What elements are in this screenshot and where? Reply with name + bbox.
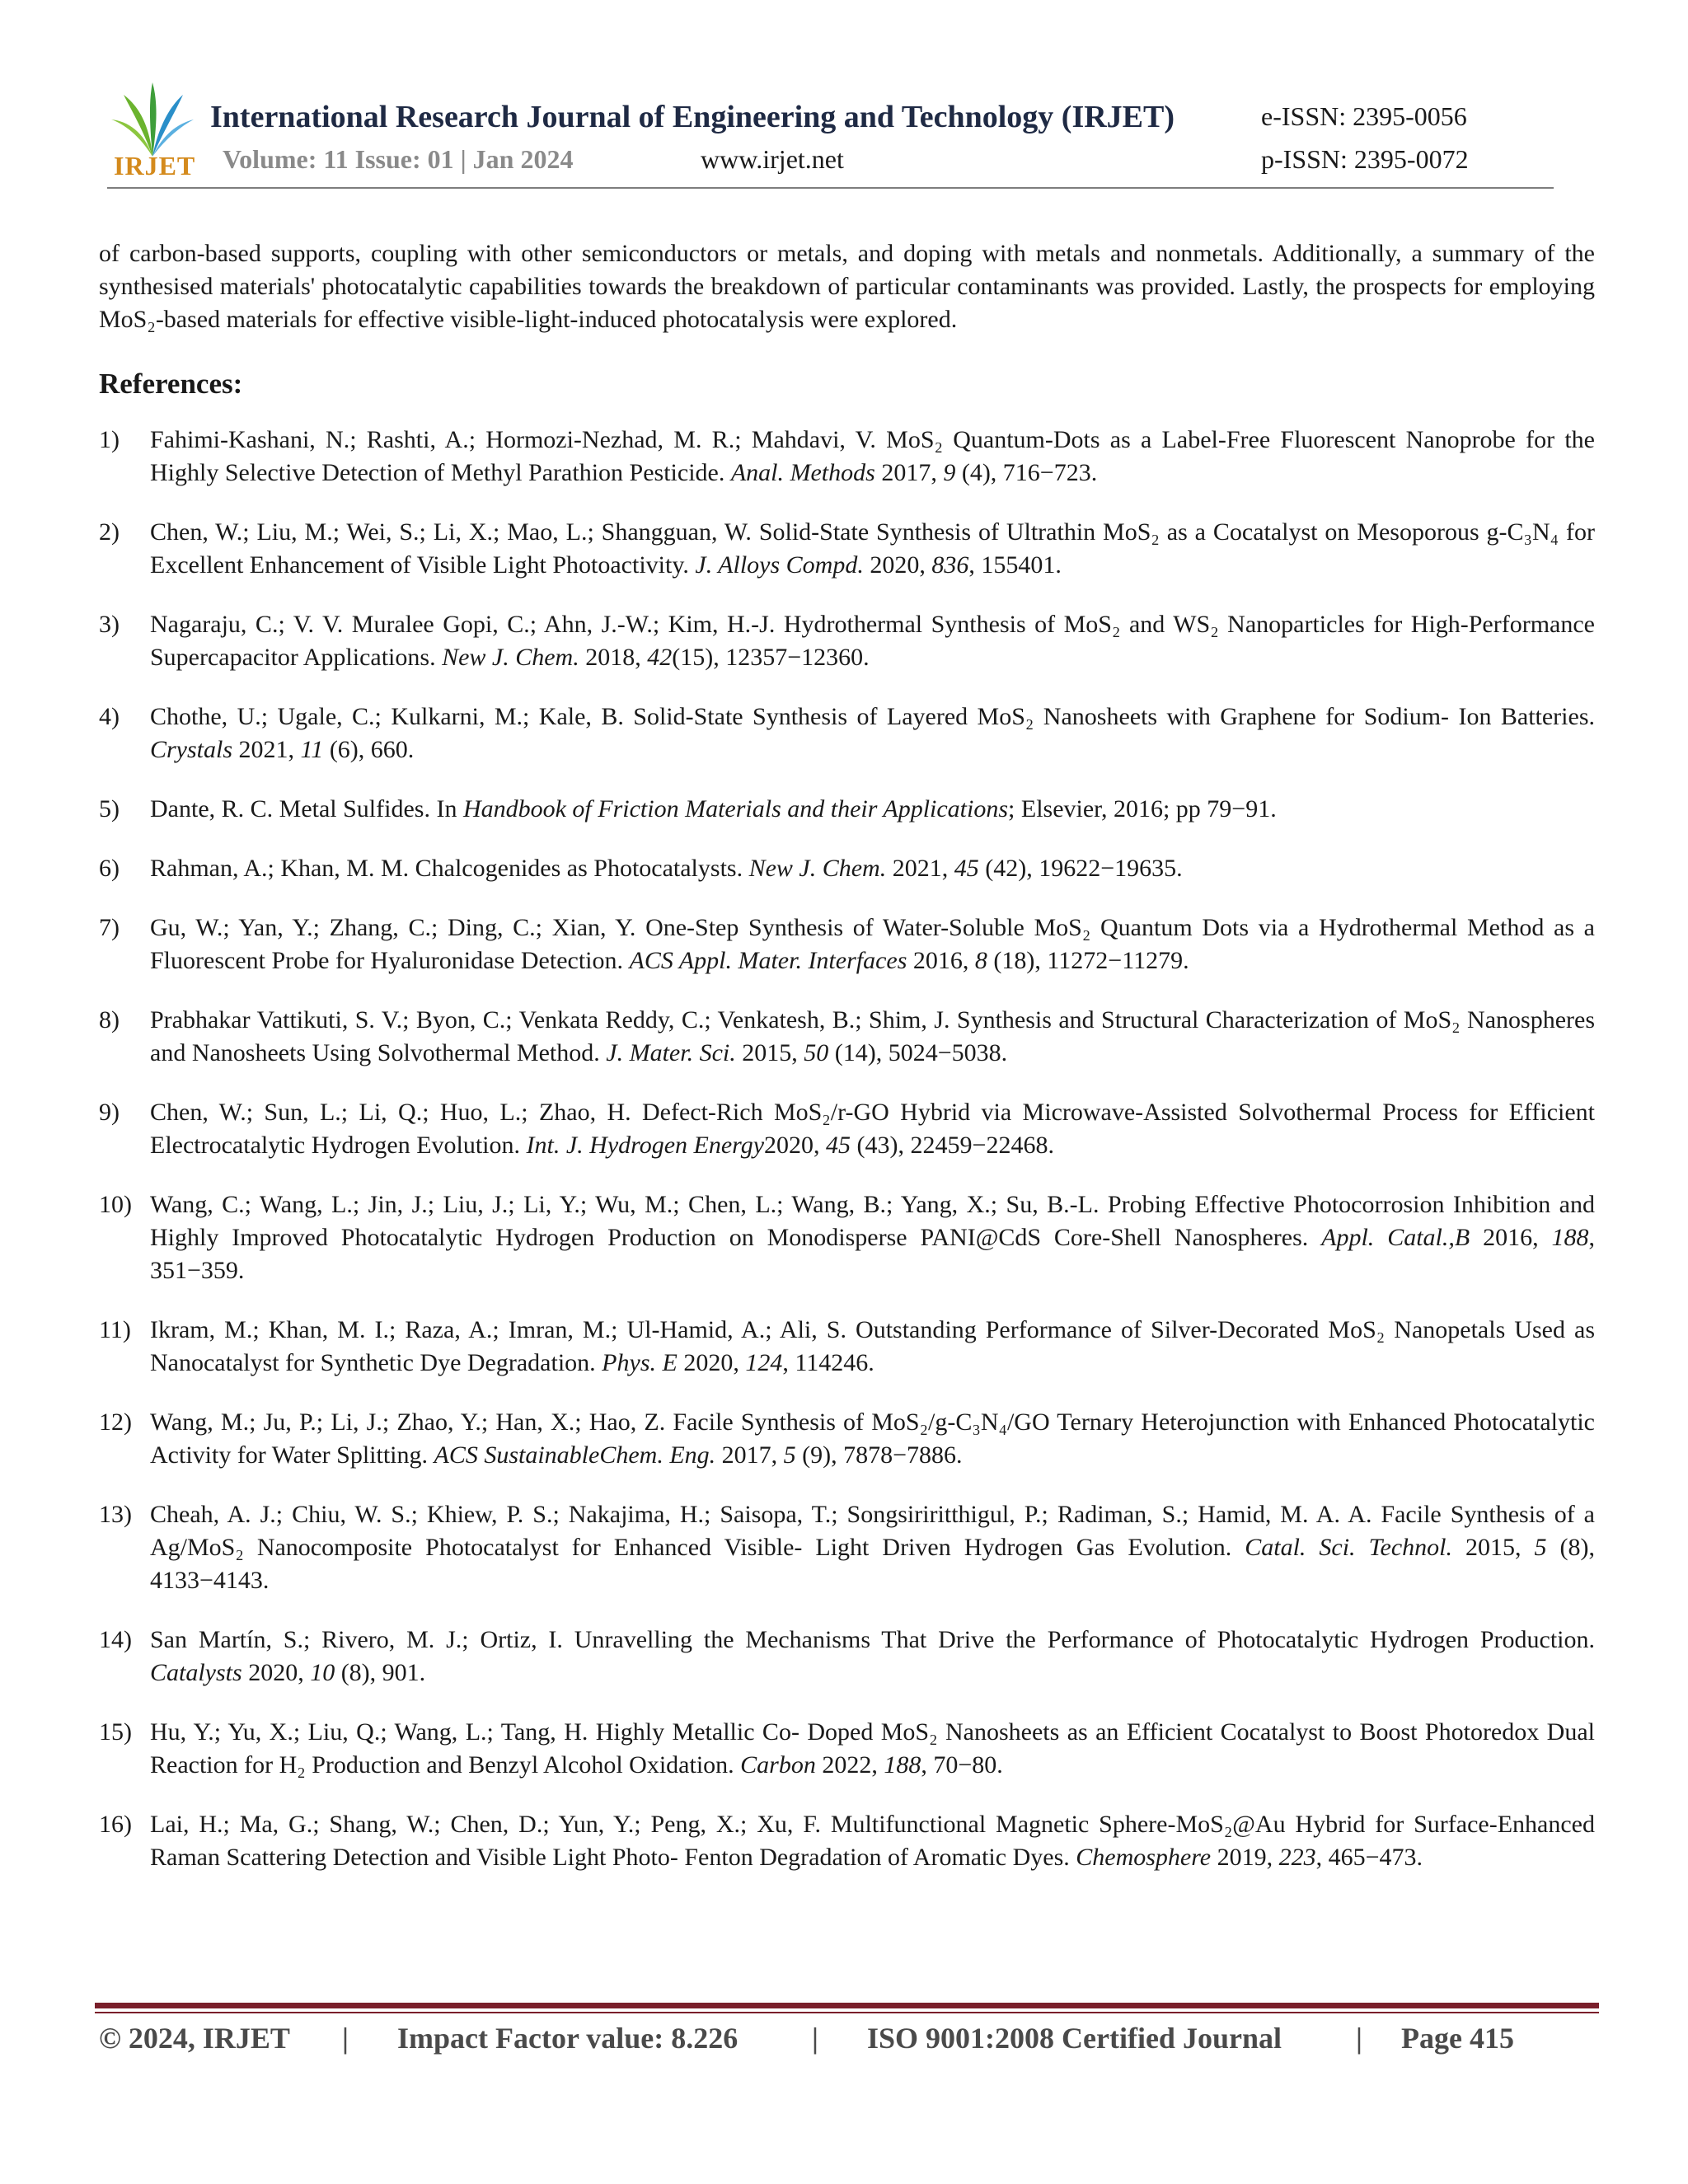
footer-separator: |	[342, 2022, 349, 2055]
abstract-continuation: of carbon-based supports, coupling with other semiconductors or metals, and doping with metals and nonmetals. Additionally, a summary of the synthesised materials' photocatalytic capabilities towards the breakdown of particular contaminants was provided. Lastly, the prospects for employing MoS₂-based materials for effective visible-light-induced photocatalysis were explored.	[99, 240, 1595, 333]
reference-journal: Int. J. Hydrogen Energy	[526, 1132, 765, 1159]
reference-volume: 5	[783, 1441, 796, 1469]
reference-number: 3)	[99, 611, 120, 638]
reference-authors-title: Chen, W.; Sun, L.; Li, Q.; Huo, L.; Zhao, H. Defect-Rich MoS₂/r-GO Hybrid via Microwave-Assisted Solvothermal Process for Efficient Electrocatalytic Hydrogen Evolution.	[150, 1099, 1595, 1159]
reference-volume: 223	[1278, 1844, 1316, 1871]
reference-pages: (43), 22459−22468.	[851, 1132, 1054, 1159]
reference-pages: (9), 7878−7886.	[795, 1441, 963, 1469]
reference-volume: 10	[310, 1659, 335, 1686]
footer-page-number: Page 415	[1401, 2022, 1514, 2055]
reference-journal: Catalysts	[150, 1659, 242, 1686]
reference-text	[150, 1004, 1595, 1070]
reference-journal: ACS Appl. Mater. Interfaces	[629, 947, 907, 974]
reference-number: 2)	[99, 518, 120, 546]
reference-journal: New J. Chem.	[748, 855, 887, 882]
footer-divider-thin	[95, 2012, 1599, 2013]
reference-volume: 8	[974, 947, 987, 974]
reference-journal: Chemosphere	[1076, 1844, 1212, 1871]
reference-number: 13)	[99, 1501, 132, 1528]
reference-year: 2017,	[715, 1441, 784, 1469]
reference-volume: 188	[1551, 1224, 1589, 1251]
reference-journal: J. Mater. Sci.	[606, 1039, 736, 1066]
irjet-logo	[107, 78, 198, 181]
reference-year: 2020,	[241, 1659, 311, 1686]
reference-journal: Phys. E	[602, 1349, 678, 1376]
reference-number: 7)	[99, 914, 120, 941]
reference-authors-title: Wang, M.; Ju, P.; Li, J.; Zhao, Y.; Han, X.; Hao, Z. Facile Synthesis of MoS₂/g-C₃N₄/GO Ternary Heterojunction with Enhanced Photocatalytic Activity for Water Splitting.	[150, 1408, 1595, 1469]
reference-number: 15)	[99, 1718, 132, 1746]
reference-authors-title: Prabhakar Vattikuti, S. V.; Byon, C.; Venkata Reddy, C.; Venkatesh, B.; Shim, J. Synthesis and Structural Characterization of MoS₂ Nanospheres and Nanosheets Using Solvothermal Method.	[150, 1006, 1595, 1066]
reference-number: 8)	[99, 1006, 120, 1033]
reference-item	[99, 1716, 1595, 1782]
footer-copyright: © 2024, IRJET	[99, 2022, 290, 2055]
reference-year: 2020,	[764, 1132, 827, 1159]
reference-authors-title: Gu, W.; Yan, Y.; Zhang, C.; Ding, C.; Xian, Y. One-Step Synthesis of Water-Soluble MoS₂ Quantum Dots via a Hydrothermal Method as a Fluorescent Probe for Hyaluronidase Detection.	[150, 914, 1595, 974]
reference-pages: (8), 901.	[335, 1659, 426, 1686]
journal-title: International Research Journal of Engineering and Technology (IRJET)	[210, 100, 1175, 134]
reference-volume: 45	[826, 1132, 851, 1159]
reference-item	[99, 1188, 1595, 1287]
reference-journal: Anal. Methods	[730, 459, 875, 486]
reference-journal: New J. Chem.	[442, 644, 579, 671]
reference-text	[150, 1096, 1595, 1162]
reference-journal: Handbook of Friction Materials and their Applications	[462, 795, 1009, 823]
reference-text	[150, 701, 1595, 766]
reference-year: 2017,	[874, 459, 944, 486]
volume-issue: Volume: 11 Issue: 01 | Jan 2024	[223, 144, 574, 174]
reference-number: 4)	[99, 703, 120, 730]
page-header	[107, 78, 1554, 190]
reference-number: 12)	[99, 1408, 132, 1436]
reference-pages: (6), 660.	[323, 736, 415, 763]
reference-volume: 836	[931, 551, 969, 579]
website-link[interactable]: www.irjet.net	[701, 144, 844, 174]
reference-number: 6)	[99, 855, 120, 882]
reference-pages: (18), 11272−11279.	[987, 947, 1189, 974]
reference-text	[150, 1406, 1595, 1472]
reference-number: 9)	[99, 1099, 120, 1126]
reference-pages: (15), 12357−12360.	[672, 644, 870, 671]
reference-authors-title: Fahimi-Kashani, N.; Rashti, A.; Hormozi-Nezhad, M. R.; Mahdavi, V. MoS₂ Quantum-Dots as a Label-Free Fluorescent Nanoprobe for the Highly Selective Detection of Methyl Parathion Pesticide.	[150, 426, 1595, 486]
reference-text	[150, 1808, 1595, 1874]
reference-pages: (42), 19622−19635.	[978, 855, 1183, 882]
leaf-logo-icon	[107, 78, 198, 161]
reference-pages: (8), 4133−4143.	[150, 1534, 1596, 1594]
reference-year: 2018,	[579, 644, 648, 671]
reference-text	[150, 852, 1595, 885]
reference-year: 2015,	[735, 1039, 804, 1066]
reference-item	[99, 912, 1595, 977]
reference-item	[99, 1314, 1595, 1380]
reference-authors-title: Dante, R. C. Metal Sulfides. In	[150, 795, 463, 823]
reference-authors-title: Wang, C.; Wang, L.; Jin, J.; Liu, J.; Li, Y.; Wu, M.; Chen, L.; Wang, B.; Yang, X.; Su, B.-L. Probing Effective Photocorrosion Inhibition and Highly Improved Photocatalytic Hydrogen Production on Monodisperse PANI@CdS Core-Shell Nanospheres.	[150, 1191, 1595, 1251]
reference-authors-title: San Martín, S.; Rivero, M. J.; Ortiz, I. Unravelling the Mechanisms That Drive the Performance of Photocatalytic Hydrogen Production.	[150, 1626, 1595, 1653]
reference-year: 2020,	[677, 1349, 746, 1376]
reference-year: 2020,	[863, 551, 932, 579]
reference-journal: Carbon	[740, 1751, 816, 1779]
reference-year: 2019,	[1211, 1844, 1279, 1871]
reference-item	[99, 1624, 1595, 1690]
pissn: p-ISSN: 2395-0072	[1261, 144, 1469, 174]
reference-item	[99, 424, 1595, 490]
reference-pages: (14), 5024−5038.	[828, 1039, 1008, 1066]
reference-year: 2016,	[907, 947, 975, 974]
reference-year: 2021,	[232, 736, 301, 763]
footer-separator: |	[812, 2022, 818, 2055]
reference-number: 16)	[99, 1811, 132, 1838]
reference-text	[150, 1188, 1595, 1287]
reference-authors-title: Rahman, A.; Khan, M. M. Chalcogenides as Photocatalysts.	[150, 855, 749, 882]
reference-volume: 45	[954, 855, 979, 882]
footer-iso: ISO 9001:2008 Certified Journal	[867, 2022, 1282, 2055]
reference-volume: 11	[300, 736, 324, 763]
reference-text	[150, 608, 1595, 674]
reference-pages: , 155401.	[968, 551, 1062, 579]
reference-pages: , 465−473.	[1315, 1844, 1423, 1871]
reference-journal: J. Alloys Compd.	[695, 551, 864, 579]
reference-list	[99, 424, 1595, 1874]
reference-volume: 5	[1534, 1534, 1547, 1561]
reference-item	[99, 1406, 1595, 1472]
reference-pages: , 351−359.	[150, 1224, 1595, 1284]
reference-number: 10)	[99, 1191, 132, 1218]
reference-journal: Appl. Catal.,B	[1321, 1224, 1470, 1251]
reference-pages: , 70−80.	[921, 1751, 1003, 1779]
reference-item	[99, 516, 1595, 582]
reference-item	[99, 1096, 1595, 1162]
reference-item	[99, 1808, 1595, 1874]
reference-authors-title: Ikram, M.; Khan, M. I.; Raza, A.; Imran, M.; Ul-Hamid, A.; Ali, S. Outstanding Performance of Silver-Decorated MoS₂ Nanopetals Used as Nanocatalyst for Synthetic Dye Degradation.	[150, 1316, 1595, 1376]
reference-year: 2021,	[886, 855, 954, 882]
reference-year: 2015,	[1451, 1534, 1535, 1561]
reference-text	[150, 1716, 1595, 1782]
reference-item	[99, 608, 1595, 674]
reference-year: 2016,	[1470, 1224, 1552, 1251]
reference-text	[150, 793, 1595, 826]
reference-journal: Catal. Sci. Technol.	[1245, 1534, 1452, 1561]
reference-text	[150, 1624, 1595, 1690]
reference-volume: 188	[884, 1751, 921, 1779]
reference-item	[99, 852, 1595, 885]
reference-text	[150, 1498, 1595, 1597]
logo-text: IRJET	[114, 151, 196, 180]
reference-volume: 124	[745, 1349, 783, 1376]
reference-year: 2022,	[815, 1751, 884, 1779]
reference-authors-title: Lai, H.; Ma, G.; Shang, W.; Chen, D.; Yun, Y.; Peng, X.; Xu, F. Multifunctional Magnetic Sphere-MoS₂@Au Hybrid for Surface-Enhanced Raman Scattering Detection and Visible Light Photo- Fenton Degradation of Aromatic Dyes.	[150, 1811, 1595, 1871]
reference-item	[99, 793, 1595, 826]
reference-journal: Crystals	[150, 736, 233, 763]
reference-authors-title: Nagaraju, C.; V. V. Muralee Gopi, C.; Ahn, J.-W.; Kim, H.-J. Hydrothermal Synthesis of MoS₂ and WS₂ Nanoparticles for High-Performance Supercapacitor Applications.	[150, 611, 1595, 671]
reference-number: 5)	[99, 795, 120, 823]
reference-volume: 42	[647, 644, 673, 671]
reference-journal: ACS SustainableChem. Eng.	[434, 1441, 716, 1469]
reference-pages: , 114246.	[782, 1349, 874, 1376]
reference-authors-title: Chothe, U.; Ugale, C.; Kulkarni, M.; Kale, B. Solid-State Synthesis of Layered MoS₂ Nanosheets with Graphene for Sodium- Ion Batteries.	[150, 703, 1595, 730]
reference-text	[150, 1314, 1595, 1380]
main-content	[99, 237, 1595, 1900]
reference-year: ; Elsevier, 2016; pp 79−91.	[1008, 795, 1277, 823]
footer-divider-thick	[95, 2003, 1599, 2008]
reference-text	[150, 516, 1595, 582]
reference-text	[150, 424, 1595, 490]
reference-item	[99, 701, 1595, 766]
reference-authors-title: Cheah, A. J.; Chiu, W. S.; Khiew, P. S.; Nakajima, H.; Saisopa, T.; Songsiriritthigul, P.; Radiman, S.; Hamid, M. A. A. Facile Synthesis of a Ag/MoS₂ Nanocomposite Photocatalyst for Enhanced Visible- Light Driven Hydrogen Gas Evolution.	[150, 1501, 1595, 1561]
reference-volume: 50	[804, 1039, 829, 1066]
reference-number: 14)	[99, 1626, 132, 1653]
reference-authors-title: Hu, Y.; Yu, X.; Liu, Q.; Wang, L.; Tang, H. Highly Metallic Co- Doped MoS₂ Nanosheets as an Efficient Cocatalyst to Boost Photoredox Dual Reaction for H₂ Production and Benzyl Alcohol Oxidation.	[150, 1718, 1595, 1779]
reference-item	[99, 1498, 1595, 1597]
footer-impact-factor: Impact Factor value: 8.226	[397, 2022, 738, 2055]
header-divider	[107, 187, 1554, 189]
reference-text	[150, 912, 1595, 977]
references-heading: References:	[99, 368, 243, 400]
reference-number: 11)	[99, 1316, 131, 1343]
reference-number: 1)	[99, 426, 120, 453]
reference-item	[99, 1004, 1595, 1070]
reference-pages: (4), 716−723.	[955, 459, 1098, 486]
reference-volume: 9	[943, 459, 956, 486]
footer-separator: |	[1356, 2022, 1362, 2055]
reference-authors-title: Chen, W.; Liu, M.; Wei, S.; Li, X.; Mao, L.; Shangguan, W. Solid-State Synthesis of Ultrathin MoS₂ as a Cocatalyst on Mesoporous g-C₃N₄ for Excellent Enhancement of Visible Light Photoactivity.	[150, 518, 1595, 579]
eissn: e-ISSN: 2395-0056	[1261, 101, 1467, 131]
